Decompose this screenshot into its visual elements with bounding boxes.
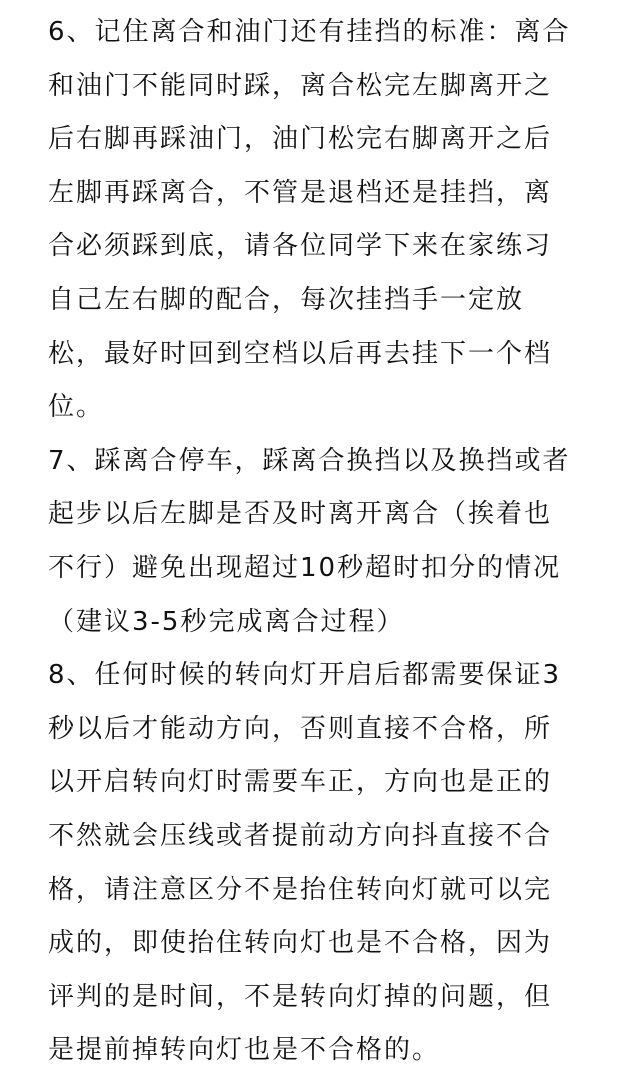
text-line: 合必须踩到底，请各位同学下来在家练习	[48, 231, 553, 262]
text-line: 后右脚再踩油门，油门松完右脚离开之后	[48, 124, 553, 155]
paragraph-7	[48, 435, 640, 649]
text-line: 左脚再踩离合，不管是退档还是挂挡，离	[48, 177, 553, 208]
text-line: 7、踩离合停车，踩离合换挡以及换挡或者	[48, 445, 571, 476]
text-line: 格，请注意区分不是抬住转向灯就可以完	[48, 874, 553, 905]
text-line: 8、任何时候的转向灯开启后都需要保证3	[48, 660, 562, 691]
paragraph-6	[48, 6, 640, 435]
text-line: 位。	[48, 392, 105, 423]
text-line: 起步以后左脚是否及时离开离合（挨着也	[48, 499, 553, 530]
text-line: 和油门不能同时踩，离合松完左脚离开之	[48, 70, 553, 101]
text-line: 以开启转向灯时需要车正，方向也是正的	[48, 767, 553, 798]
text-line: 松，最好时回到空档以后再去挂下一个档	[48, 338, 553, 369]
text-line: 自己左右脚的配合，每次挂挡手一定放	[48, 284, 525, 315]
paragraph-8	[48, 649, 640, 1078]
text-line: 成的，即使抬住转向灯也是不合格，因为	[48, 928, 553, 959]
text-line: 不然就会压线或者提前动方向抖直接不合	[48, 820, 553, 851]
text-line: 不行）避免出现超过10秒超时扣分的情况	[48, 552, 562, 583]
text-line: 评判的是时间，不是转向灯掉的问题，但	[48, 981, 553, 1012]
text-line: （建议3-5秒完成离合过程）	[48, 606, 405, 637]
text-line: 6、记住离合和油门还有挂挡的标准：离合	[48, 17, 571, 47]
text-line: 是提前掉转向灯也是不合格的。	[48, 1035, 441, 1066]
text-line: 秒以后才能动方向，否则直接不合格，所	[48, 713, 553, 744]
